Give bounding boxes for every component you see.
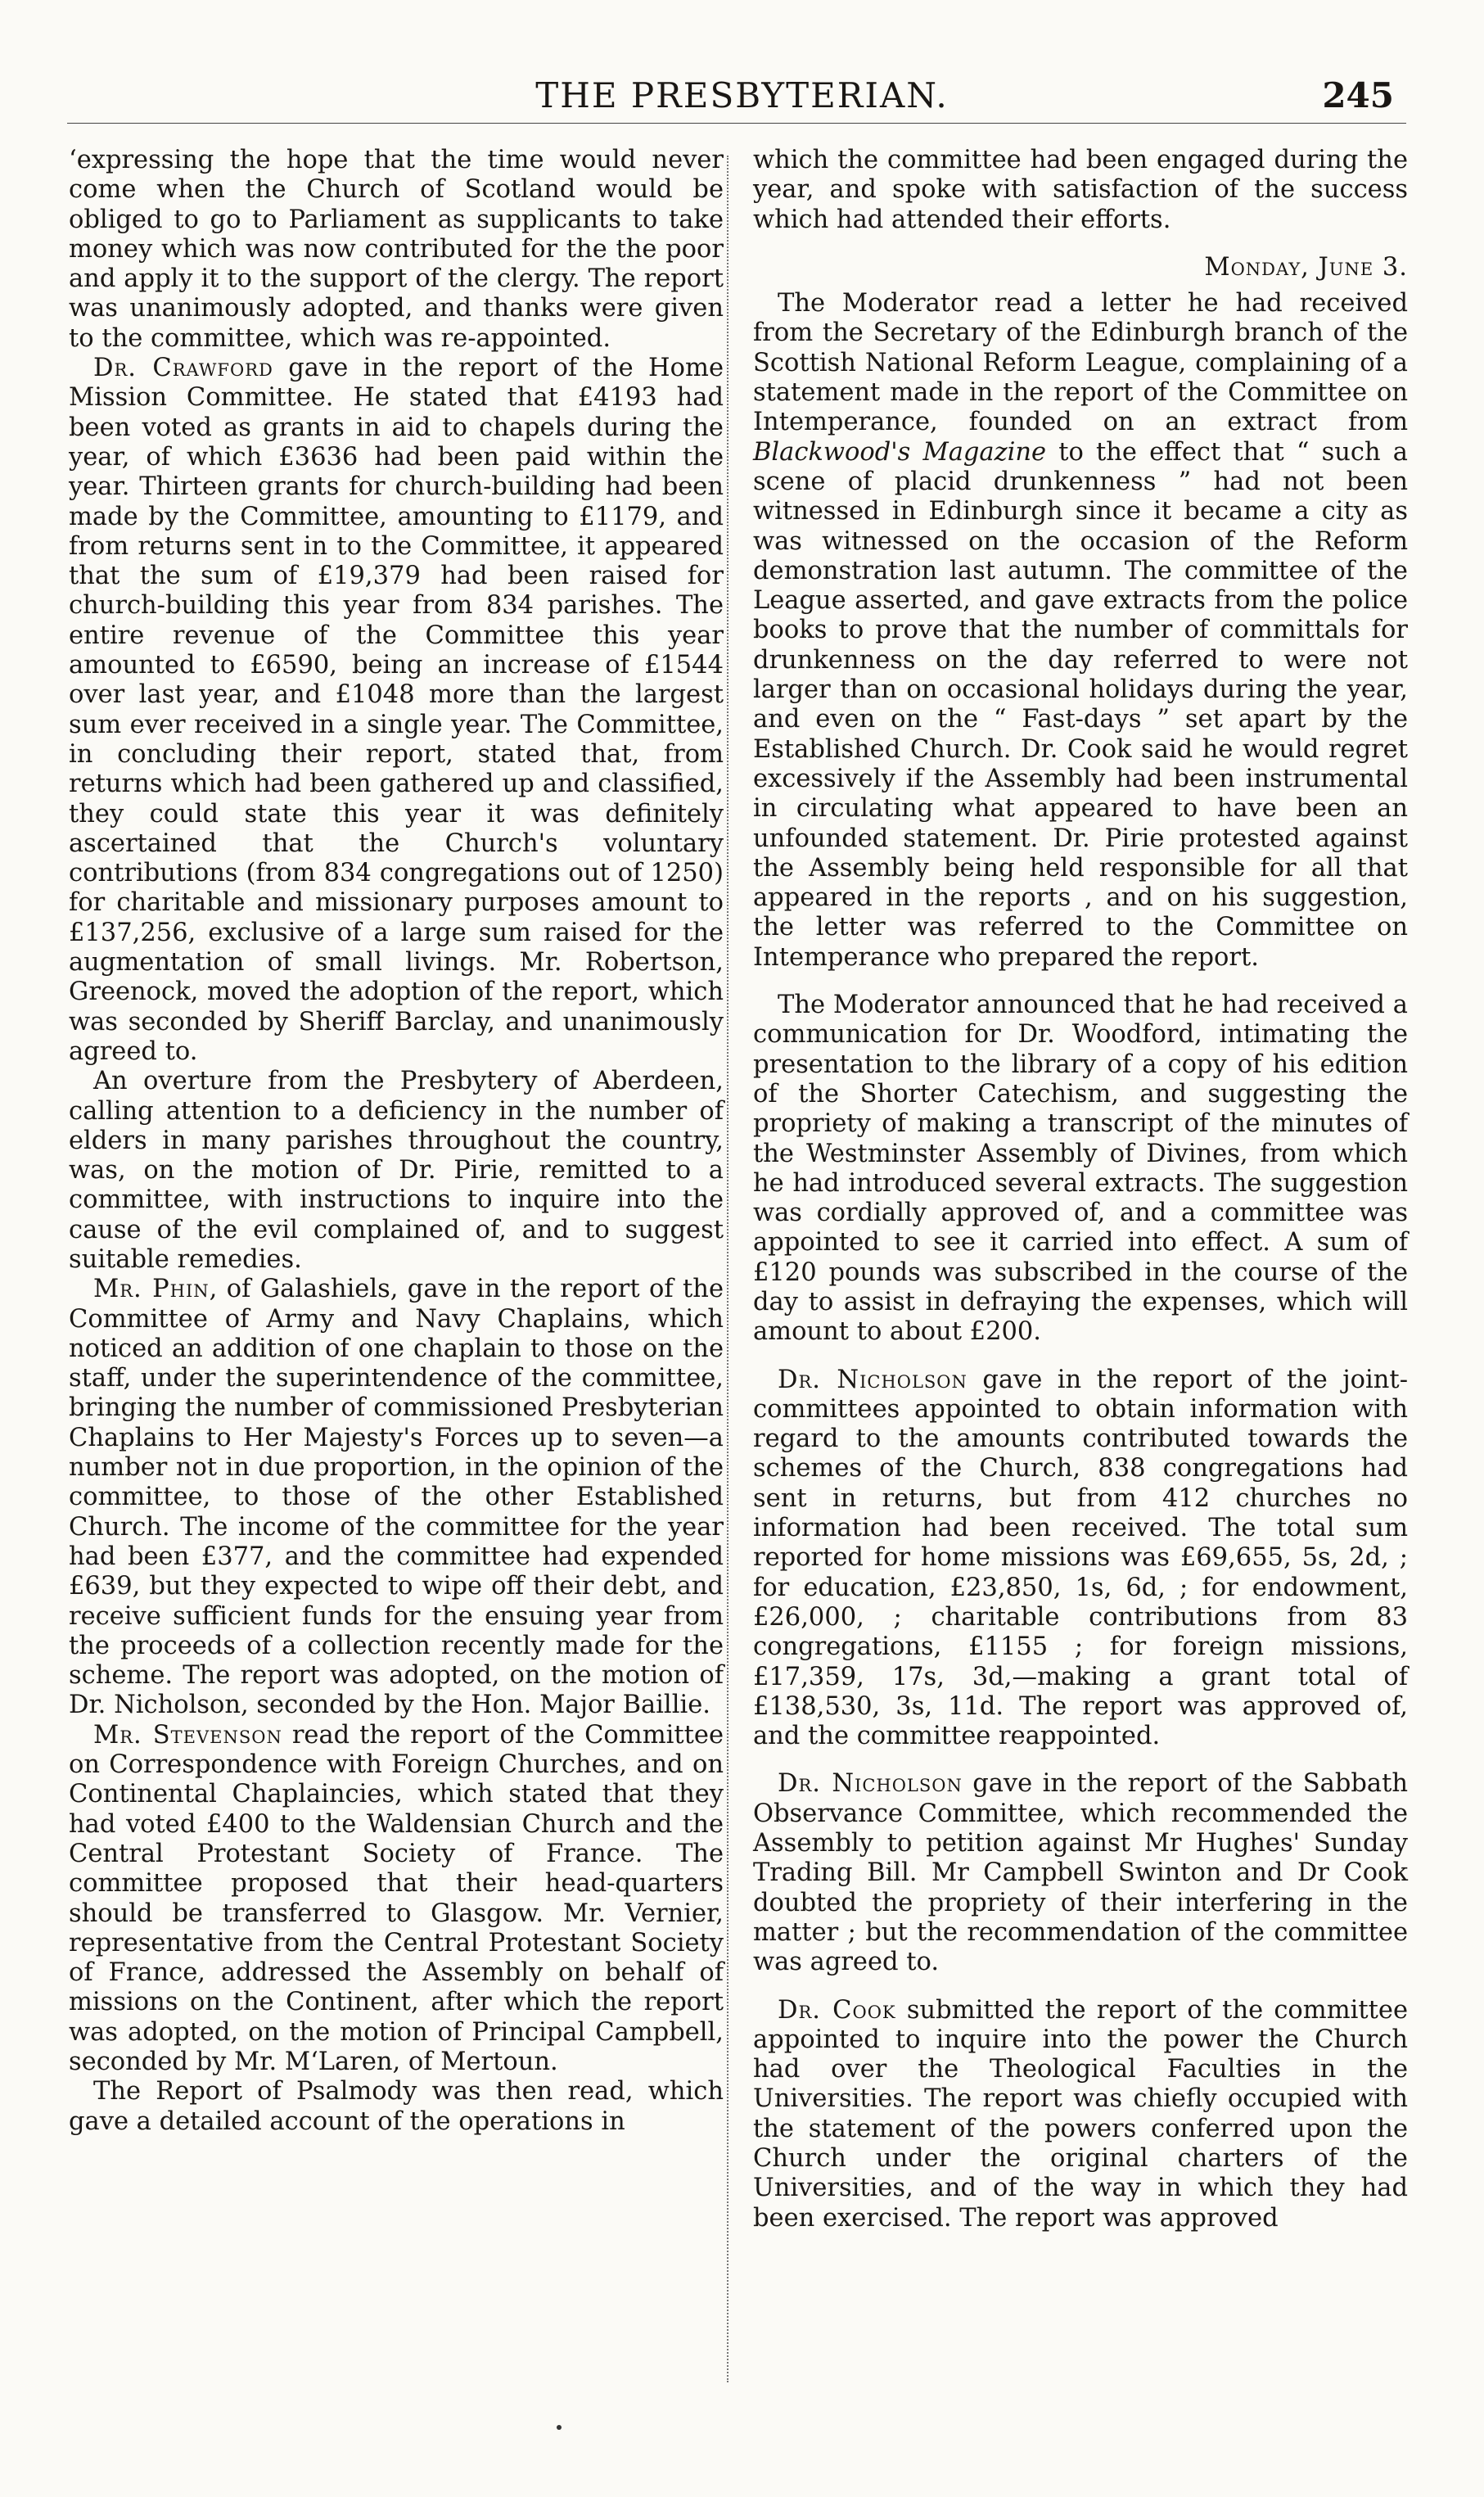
- page-number: 245: [1322, 75, 1394, 115]
- paragraph: [69, 354, 724, 1067]
- paragraph: [753, 1996, 1408, 2233]
- paragraph-text: gave in the report of the Sabbath Observance Committee, which recommended the Assembly to petition against Mr Hughes' Sunday Trading Bill. Mr Campbell Swinton and Dr Cook doubted the propriety of their interfering in the matter ; but the recommendation of the committee was agreed to.: [753, 1769, 1408, 1977]
- speaker-name: Dr. Nicholson: [778, 1365, 968, 1394]
- paragraph: [69, 1721, 724, 2078]
- paragraph: An overture from the Presbytery of Aberdeen, calling attention to a deficiency in the number of elders in many parishes throughout the country, was, on the motion of Dr. Pirie, remitted to a committee, with instructions to inquire into the cause of the evil complained of, and to suggest suitable remedies.: [69, 1067, 724, 1274]
- italic-title: Blackwood's Magazine: [753, 437, 1047, 467]
- speaker-name: Dr. Cook: [778, 1995, 896, 2025]
- paragraph-text: submitted the report of the committee appointed to inquire into the power the Church had over the Theological Faculties in the Universities. The report was chiefly occupied with the statement of the powers conferred upon the Church under the original charters of the Universities, and of the way in which they had been exercised. The report was approved: [753, 1995, 1408, 2233]
- column-divider: [727, 156, 728, 2382]
- paragraph: [753, 1366, 1408, 1752]
- paragraph: which the committee had been engaged during the year, and spoke with satisfaction of the success which had attended their efforts.: [753, 146, 1408, 234]
- paragraph: The Report of Psalmody was then read, which gave a detailed account of the operations in: [69, 2077, 724, 2136]
- paragraph: [753, 289, 1408, 973]
- dateline: Monday, June 3.: [1204, 252, 1408, 282]
- paragraph-text: to the effect that “ such a scene of placid drunkenness ” had not been witnessed in Edinburgh since it became a city as was witnessed on the occasion of the Reform demonstration last autumn. The committee of the League asserted, and gave extracts from the police books to prove that the number of committals for drunkenness on the day referred to were not larger than on occasional holidays during the year, and even on the “ Fast-days ” set apart by the Established Church. Dr. Cook said he would regret excessively if the Assembly had been instrumental in circulating what appeared to have been an unfounded statement. Dr. Pirie protested against the Assembly being held responsible for all that appeared in the reports , and on his suggestion, the letter was referred to the Committee on Intemperance who prepared the report.: [753, 437, 1408, 972]
- right-column: [753, 146, 1408, 2233]
- paragraph-text: read the report of the Committee on Correspondence with Foreign Churches, and on Continental Chaplaincies, which stated that they had voted £400 to the Waldensian Church and the Central Protestant Society of France. The committee proposed that their head-quarters should be transferred to Glasgow. Mr. Vernier, representative from the Central Protestant Society of France, addressed the Assembly on behalf of missions on the Continent, after which the report was adopted, on the motion of Principal Campbell, seconded by Mr. M‘Laren, of Mertoun.: [69, 1720, 724, 2076]
- running-title: THE PRESBYTERIAN.: [535, 75, 949, 115]
- page-header: [0, 75, 1484, 124]
- footer-dot: [557, 2425, 562, 2430]
- paragraph-text: gave in the report of the joint-committees appointed to obtain information with regard to the amounts contributed towards the schemes of the Church, 838 congregations had sent in returns, but from 412 churches no information had been received. The total sum reported for home missions was £69,655, 5s, 2d, ; for education, £23,850, 1s, 6d, ; for endowment, £26,000, ; charitable contributions from 83 congregations, £1155 ; for foreign missions, £17,359, 17s, 3d,—making a grant total of £138,530, 3s, 11d. The report was approved of, and the committee reappointed.: [753, 1365, 1408, 1751]
- paragraph: [69, 1275, 724, 1720]
- paragraph-text: , of Galashiels, gave in the report of the Committee of Army and Navy Chaplains, which noticed an addition of one chaplain to those on the staff, under the superintendence of the committee, bringing the number of commissioned Presbyterian Chaplains to Her Majesty's Forces up to seven—a number not in due proportion, in the opinion of the committee, to those of the other Established Church. The income of the committee for the year had been £377, and the committee had expended £639, but they expected to wipe off their debt, and receive sufficient funds for the ensuing year from the proceeds of a collection recently made for the scheme. The report was adopted, on the motion of Dr. Nicholson, seconded by the Hon. Major Baillie.: [69, 1275, 724, 1720]
- paragraph: [753, 1769, 1408, 1977]
- speaker-name: Mr. Phin: [93, 1275, 210, 1304]
- left-column: [69, 146, 724, 2137]
- paragraph: The Moderator announced that he had received a communication for Dr. Woodford, intimating the presentation to the library of a copy of his edition of the Shorter Catechism, and suggesting the propriety of making a transcript of the minutes of the Westminster Assembly of Divines, from which he had introduced several extracts. The suggestion was cordially approved of, and a committee was appointed to see it carried into effect. A sum of £120 pounds was subscribed in the course of the day to assist in defraying the expenses, which will amount to about £200.: [753, 991, 1408, 1347]
- speaker-name: Dr. Crawford: [93, 354, 273, 383]
- paragraph: ‘expressing the hope that the time would never come when the Church of Scotland would be obliged to go to Parliament as supplicants to take money which was now contributed for the the poor and apply it to the support of the clergy. The report was unanimously adopted, and thanks were given to the committee, which was re-appointed.: [69, 146, 724, 353]
- speaker-name: Mr. Stevenson: [93, 1720, 282, 1750]
- speaker-name: Dr. Nicholson: [778, 1769, 963, 1799]
- header-rule: [67, 123, 1406, 124]
- paragraph-text: gave in the report of the Home Mission Committee. He stated that £4193 had been voted as grants in aid to chapels during the year, of which £3636 had been paid within the year. Thirteen grants for church-building had been made by the Committee, amounting to £1179, and from returns sent in to the Committee, it appeared that the sum of £19,379 had been raised for church-building this year from 834 parishes. The entire revenue of the Committee this year amounted to £6590, being an increase of £1544 over last year, and £1048 more than the largest sum ever received in a single year. The Committee, in concluding their report, stated that, from returns which had been gathered up and classified, they could state this year it was definitely ascertained that the Church's voluntary contributions (from 834 congregations out of 1250) for charitable and missionary purposes amount to £137,256, exclusive of a large sum raised for the augmentation of small livings. Mr. Robertson, Greenock, moved the adoption of the report, which was seconded by Sheriff Barclay, and unanimously agreed to.: [69, 354, 724, 1066]
- paragraph-text: The Moderator read a letter he had received from the Secretary of the Edinburgh branch of the Scottish National Reform League, complaining of a statement made in the report of the Committee on Intemperance, founded on an extract from: [753, 289, 1408, 437]
